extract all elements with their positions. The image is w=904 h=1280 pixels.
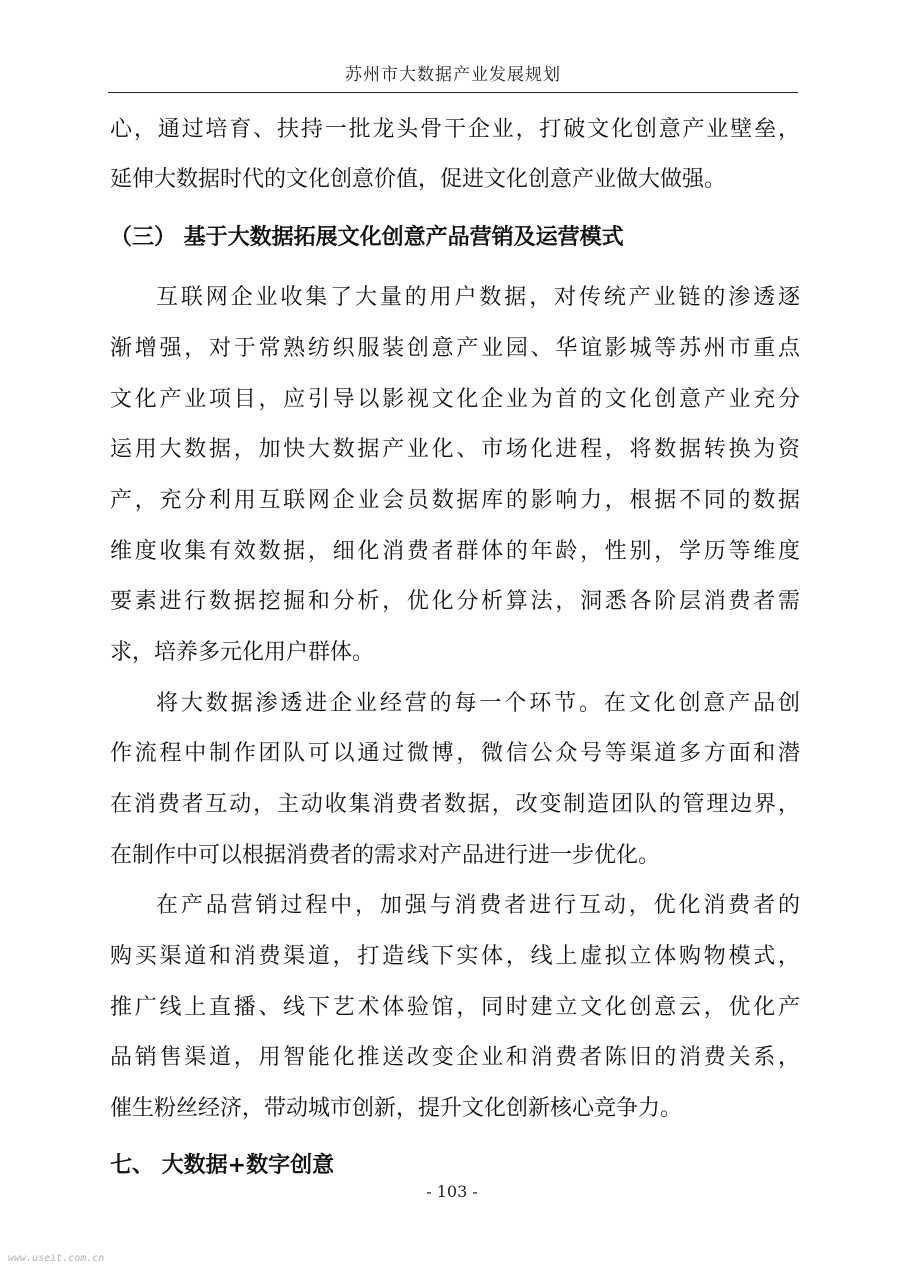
body-line: 运用大数据，加快大数据产业化、市场化进程，将数据转换为资 [110,437,800,462]
body-line: 作流程中制作团队可以通过微博，微信公众号等渠道多方面和潜 [110,741,800,766]
body-line: 在产品营销过程中，加强与消费者进行互动，优化消费者的 [156,893,800,918]
section-heading: （三） 基于大数据拓展文化创意产品营销及运营模式 [110,225,624,250]
body-line: 要素进行数据挖掘和分析，优化分析算法，洞悉各阶层消费者需 [110,589,800,614]
body-line: 购买渠道和消费渠道，打造线下实体，线上虚拟立体购物模式， [110,944,800,969]
body-line: 文化产业项目，应引导以影视文化企业为首的文化创意产业充分 [110,387,800,412]
body-line: 在制作中可以根据消费者的需求对产品进行进一步优化。 [110,843,661,868]
body-line: 品销售渠道，用智能化推送改变企业和消费者陈旧的消费关系， [110,1045,800,1070]
body-line: 互联网企业收集了大量的用户数据，对传统产业链的渗透逐 [156,285,800,310]
body-line: 推广线上直播、线下艺术体验馆，同时建立文化创意云，优化产 [110,995,800,1020]
body-line: 维度收集有效数据，细化消费者群体的年龄，性别，学历等维度 [110,539,800,564]
chapter-heading: 七、 大数据+数字创意 [110,1153,335,1178]
header-rule [108,92,798,93]
body-line: 在消费者互动，主动收集消费者数据，改变制造团队的管理边界， [110,792,800,817]
body-line: 产，充分利用互联网企业会员数据库的影响力，根据不同的数据 [110,488,800,513]
body-line: 求，培养多元化用户群体。 [110,640,375,665]
running-header: 苏州市大数据产业发展规划 [345,65,561,85]
body-line: 将大数据渗透进企业经营的每一个环节。在文化创意产品创 [156,691,800,716]
body-line: 延伸大数据时代的文化创意价值，促进文化创意产业做大做强。 [110,167,727,192]
body-line: 渐增强，对于常熟纺织服装创意产业园、华谊影城等苏州市重点 [110,336,800,361]
watermark: www.useit.com.cn [8,1253,105,1264]
body-line: 催生粉丝经济，带动城市创新，提升文化创新核心竞争力。 [110,1096,683,1121]
body-line: 心，通过培育、扶持一批龙头骨干企业，打破文化创意产业壁垒， [110,117,800,142]
page-number: - 103 - [426,1182,478,1201]
